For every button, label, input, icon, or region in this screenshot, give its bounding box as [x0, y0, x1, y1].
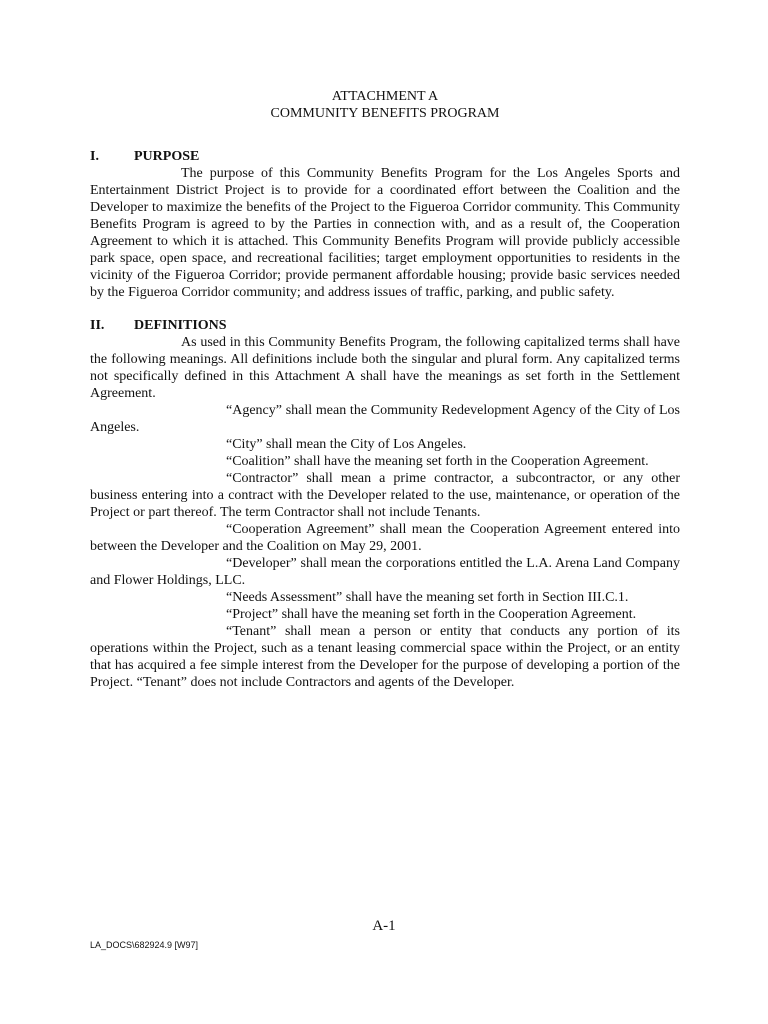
definition-tenant: “Tenant” shall mean a person or entity that conducts any portion of its operations within the Project, such as a tenant leasing commercial space within the Project, or an entity that has acquired a fee simple interest from the Developer for the purpose of developing a portion of the Project. “Tenant” does not include Contractors and agents of the Developer.: [90, 624, 680, 690]
section-heading-purpose: [90, 148, 680, 165]
definition-contractor: “Contractor” shall mean a prime contractor, a subcontractor, or any other business entering into a contract with the Developer related to the use, maintenance, or operation of the Project or part thereof. The term Contractor shall not include Tenants.: [90, 471, 680, 520]
section-title: PURPOSE: [134, 149, 200, 164]
definition-coalition: “Coalition” shall have the meaning set forth in the Cooperation Agreement.: [226, 454, 649, 469]
title-program: COMMUNITY BENEFITS PROGRAM: [270, 106, 500, 121]
document-id: LA_DOCS\682924.9 [W97]: [90, 940, 199, 950]
definition-project: “Project” shall have the meaning set forth in the Cooperation Agreement.: [226, 607, 637, 622]
section-number: I.: [90, 149, 99, 164]
section-title: DEFINITIONS: [134, 318, 227, 333]
definition-city: “City” shall mean the City of Los Angeles.: [226, 437, 467, 452]
definition-developer: “Developer” shall mean the corporations entitled the L.A. Arena Land Company and Flower Holdings, LLC.: [90, 556, 680, 588]
definitions-intro: As used in this Community Benefits Program, the following capitalized terms shall have the following meanings. All definitions include both the singular and plural form. Any capitalized terms not specifically defined in this Attachment A shall have the meanings as set forth in the Settlement Agreement.: [90, 335, 680, 401]
definition-agency: “Agency” shall mean the Community Redevelopment Agency of the City of Los Angeles.: [90, 403, 680, 435]
section-heading-definitions: [90, 317, 680, 334]
section-number: II.: [90, 318, 105, 333]
definition-cooperation-agreement: “Cooperation Agreement” shall mean the Cooperation Agreement entered into between the Developer and the Coalition on May 29, 2001.: [90, 522, 680, 554]
document-title: [90, 88, 680, 122]
document-page: [90, 88, 680, 691]
purpose-paragraph: The purpose of this Community Benefits Program for the Los Angeles Sports and Entertainment District Project is to provide for a coordinated effort between the Coalition and the Developer to maximize the benefits of the Project to the Figueroa Corridor community. This Community Benefits Program is agreed to by the Parties in connection with, and as a result of, the Cooperation Agreement to which it is attached. This Community Benefits Program will provide publicly accessible park space, open space, and recreational facilities; target employment opportunities to residents in the vicinity of the Figueroa Corridor; provide permanent affordable housing; provide basic services needed by the Figueroa Corridor community; and address issues of traffic, parking, and public safety.: [90, 166, 680, 300]
title-attachment: ATTACHMENT A: [331, 89, 439, 104]
page-number: A-1: [372, 918, 396, 934]
definition-needs-assessment: “Needs Assessment” shall have the meaning set forth in Section III.C.1.: [226, 590, 629, 605]
